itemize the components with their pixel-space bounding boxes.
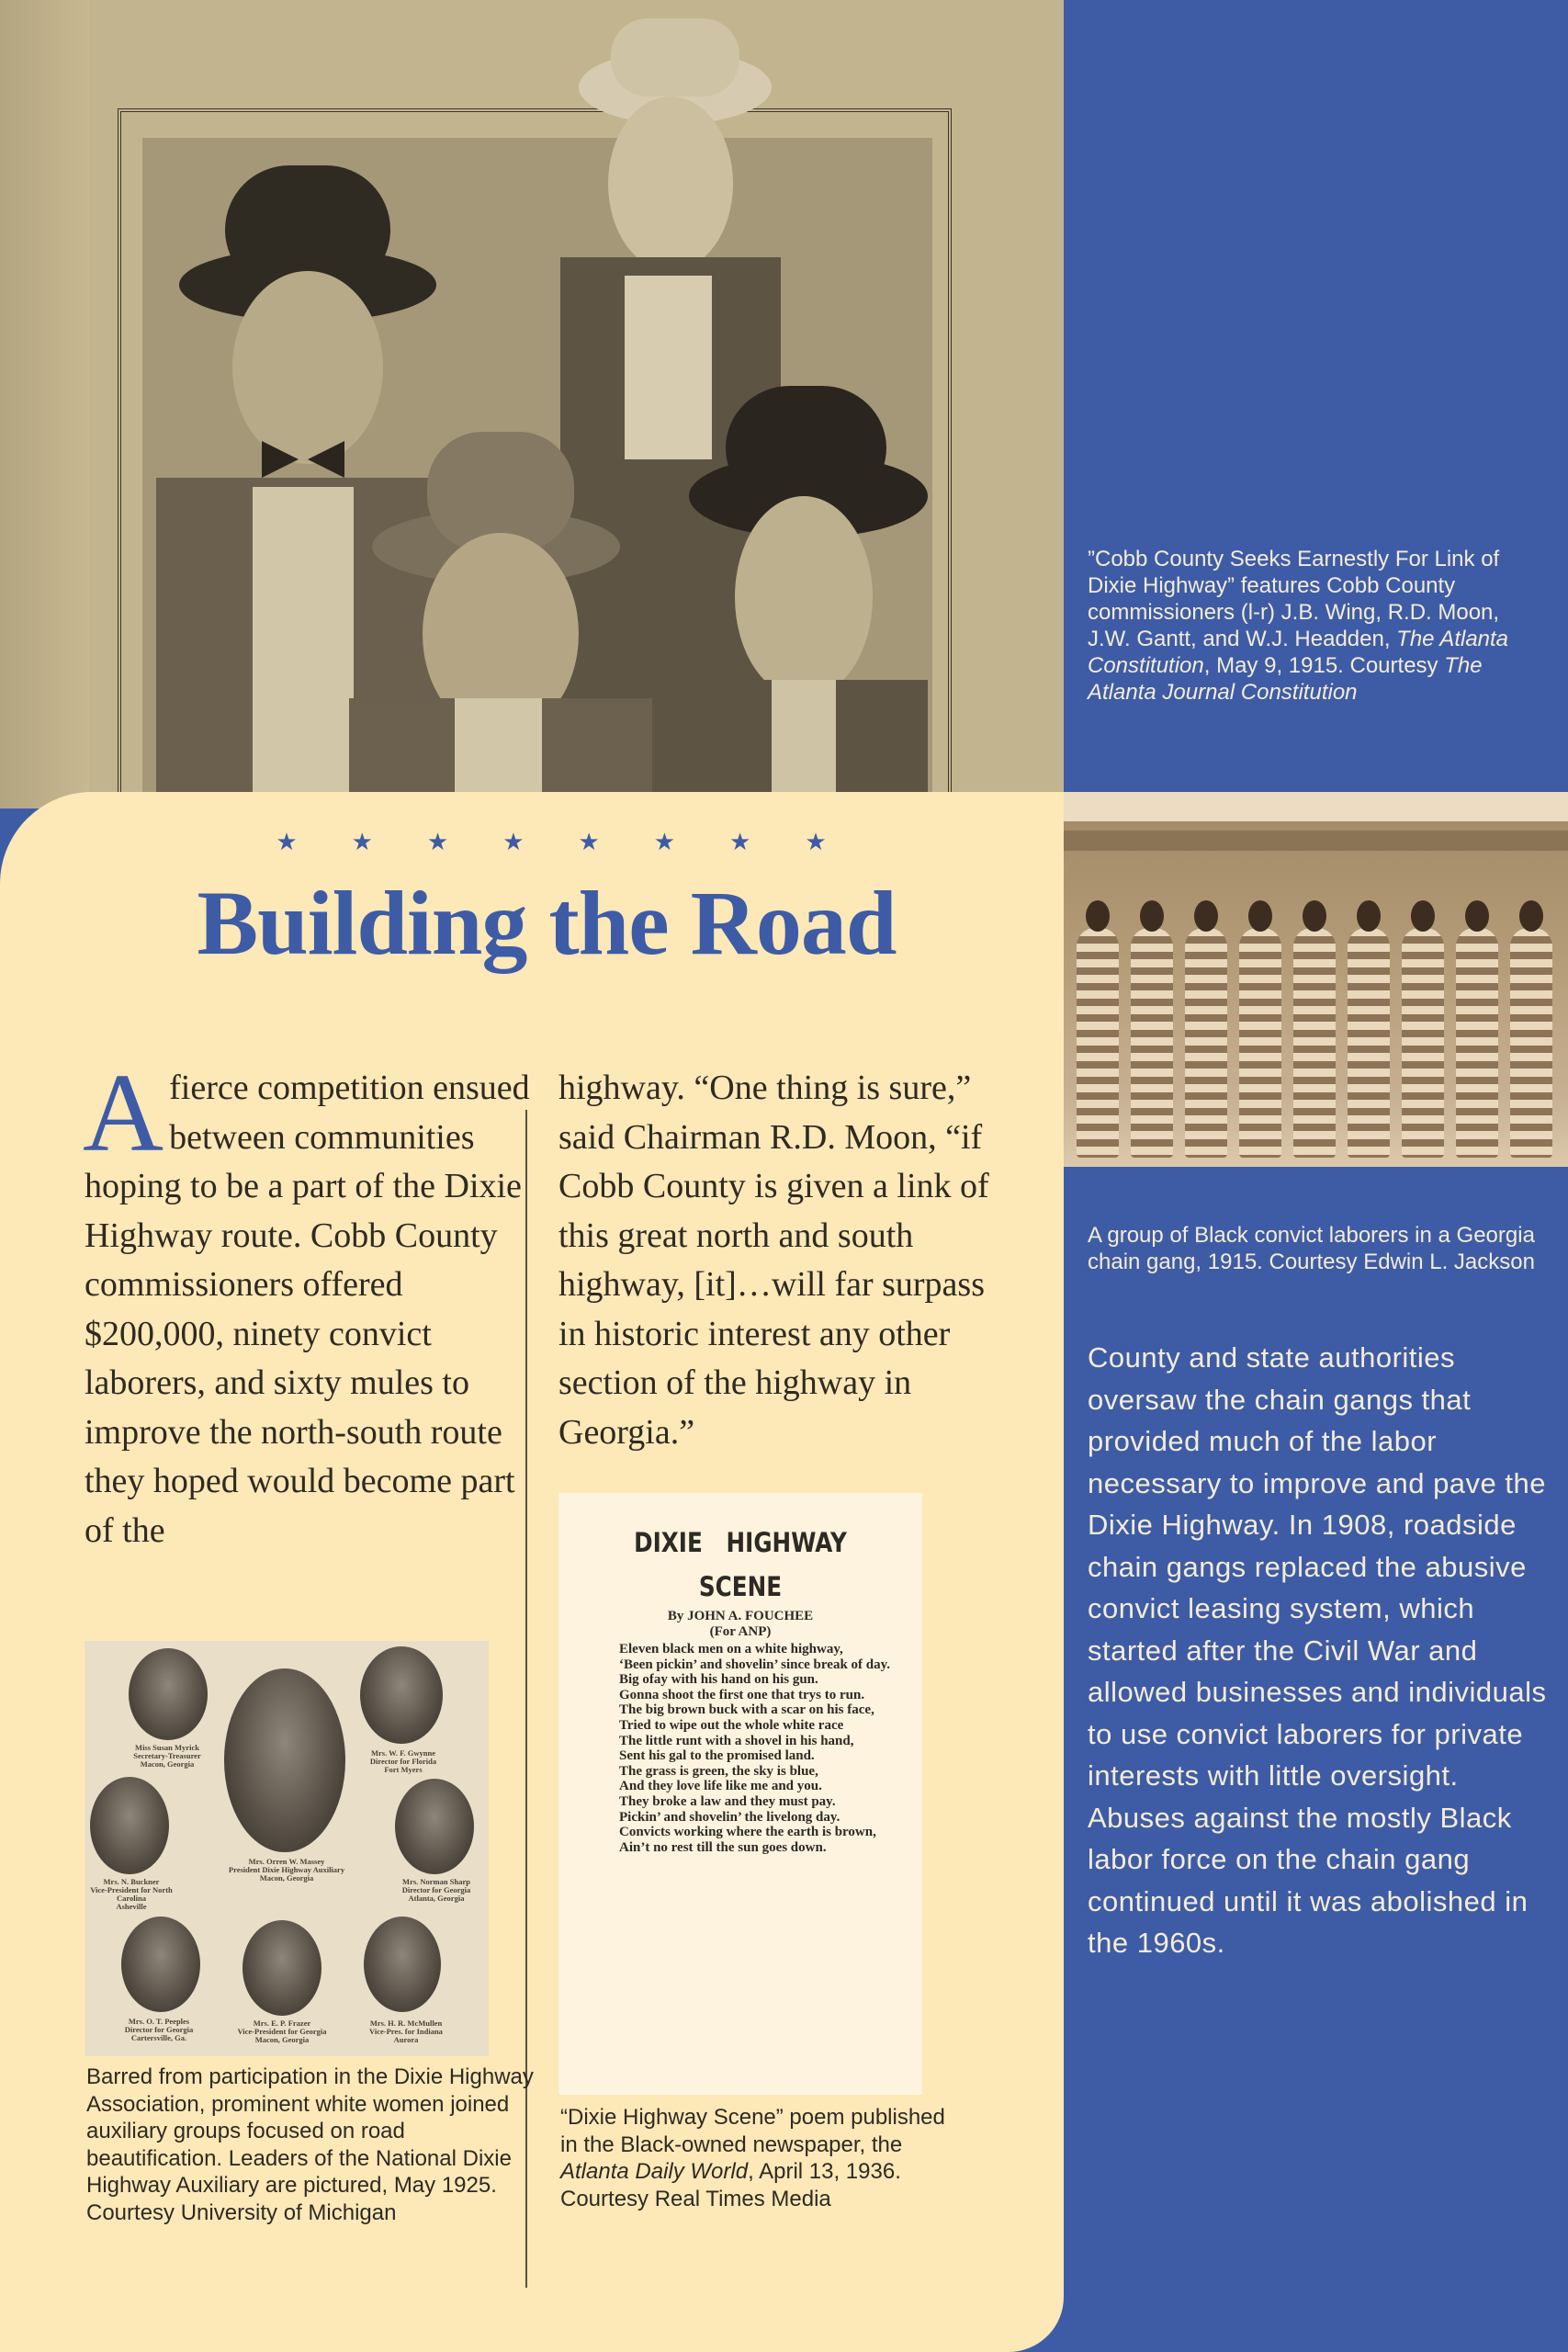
star-icon: ★	[805, 829, 827, 856]
portrait-name: Mrs. O. T. Peeples	[128, 2017, 190, 2026]
auxiliary-caption: Barred from participation in the Dixie Highway Association, prominent white women joined auxiliary groups focused on road beautification. Leaders of the National Dixie Highway Auxiliary are pictured, May 1925. Courtesy University of Michigan	[86, 2064, 534, 2225]
intro-column-1	[83, 1051, 535, 1555]
poem-byline	[558, 1609, 922, 1640]
convict-head	[1248, 900, 1272, 932]
poem-line: ‘Been pickin’ and shovelin’ since break of day.	[619, 1657, 891, 1672]
poem-caption	[560, 2104, 946, 2212]
poem-author: By JOHN A. FOUCHEE	[667, 1609, 814, 1623]
convict-figure	[1185, 928, 1227, 1158]
convict-figure	[1239, 928, 1281, 1158]
portrait-oval	[90, 1777, 169, 1874]
portrait-label	[344, 1749, 463, 1774]
convict-figure	[1402, 928, 1444, 1158]
courtesy-source: The Atlanta Journal Constitution	[1088, 653, 1483, 705]
portrait-role: Vice-President for North Carolina	[90, 1885, 173, 1903]
commissioners-caption	[1088, 546, 1547, 706]
caption-text: “Dixie Highway Scene” poem published in the Black-owned newspaper, the	[560, 2105, 945, 2157]
portrait-name: Mrs. Norman Sharp	[402, 1877, 470, 1886]
poem-line: The little runt with a shovel in his hand,	[619, 1733, 854, 1748]
star-icon: ★	[729, 829, 751, 856]
poem-clipping	[558, 1493, 922, 2095]
convict-figure	[1077, 928, 1119, 1158]
chain-gang-caption: A group of Black convict laborers in a Georgia chain gang, 1915. Courtesy Edwin L. Jackson	[1088, 1223, 1535, 1274]
convict-head	[1086, 900, 1110, 932]
poem-line: Tried to wipe out the whole white race	[619, 1717, 844, 1733]
portrait-role: Vice-Pres. for Indiana	[369, 2027, 443, 2036]
convict-head	[1194, 900, 1218, 932]
blue-sidebar	[1064, 0, 1568, 2352]
portrait-oval	[395, 1779, 474, 1874]
portrait-place: Macon, Georgia	[140, 1759, 195, 1769]
convict-figure	[1510, 928, 1552, 1158]
portrait-role: Vice-President for Georgia	[237, 2027, 327, 2036]
convict-head	[1357, 900, 1381, 932]
poem-body	[619, 1642, 895, 1855]
porch-roof	[1064, 831, 1568, 851]
caption-text: ”Cobb County Seeks Earnestly For Link of Dixie Highway” features Cobb County commissioners (l-r) J.B. Wing, R.D. Moon, J.W. Gantt, and W.J. Headden,	[1088, 547, 1500, 651]
commissioners-photo	[0, 0, 1064, 808]
portrait-name: Mrs. E. P. Frazer	[253, 2018, 311, 2028]
intro-text-1: fierce competition ensued between communities hoping to be a part of the Dixie Highway route. Cobb County commissioners offered $200,000, ninety convict laborers, and sixty mules to improve the north-south route they hoped would become part of the	[85, 1069, 530, 1550]
convict-head	[1303, 900, 1326, 932]
portrait-label	[351, 2019, 461, 2044]
star-icon: ★	[351, 829, 373, 856]
portrait-label	[377, 1878, 496, 1903]
poem-line: Gonna shoot the first one that trys to run.	[619, 1687, 865, 1702]
portrait-oval	[224, 1668, 345, 1852]
caption-text: , May 9, 1915. Courtesy	[1203, 653, 1445, 678]
portrait-oval	[129, 1648, 208, 1740]
poem-line: Big ofay with his hand on his gun.	[619, 1672, 818, 1688]
star-icon: ★	[653, 829, 676, 856]
star-icon: ★	[578, 829, 600, 856]
portrait-place: Aurora	[393, 2035, 419, 2044]
poem-title-line-1: DIXIE HIGHWAY	[634, 1527, 847, 1558]
star-icon: ★	[276, 829, 298, 856]
portrait-label	[222, 2019, 342, 2044]
star-icon: ★	[502, 829, 525, 856]
newspaper-name: Atlanta Daily World	[560, 2159, 749, 2184]
portrait-name: Mrs. H. R. McMullen	[369, 2018, 443, 2028]
portrait-place: Fort Myers	[384, 1765, 423, 1774]
portrait-place: Cartersville, Ga.	[130, 2033, 187, 2042]
portrait-oval	[360, 1646, 443, 1744]
intro-column-2	[558, 1064, 1009, 1457]
poem-line: Sent his gal to the promised land.	[619, 1748, 815, 1764]
portrait-role: President Dixie Highway Auxiliary	[228, 1865, 345, 1874]
portrait-role: Director for Georgia	[124, 2025, 194, 2034]
star-icon: ★	[426, 829, 449, 856]
convict-figure	[1348, 928, 1390, 1158]
poem-line: The grass is green, the sky is blue,	[619, 1763, 818, 1779]
poem-line: Eleven black men on a white highway,	[619, 1642, 843, 1657]
portrait-oval	[364, 1917, 441, 2012]
poem-line: Pickin’ and shovelin’ the livelong day.	[619, 1809, 840, 1825]
portrait-oval	[243, 1920, 321, 2016]
convict-figure	[1131, 928, 1173, 1158]
convict-figure	[1293, 928, 1336, 1158]
commissioners-illustration	[0, 0, 1064, 808]
portrait-place: Macon, Georgia	[259, 1873, 314, 1883]
poem-source: (For ANP)	[709, 1624, 772, 1639]
convict-head	[1411, 900, 1435, 932]
portrait-label	[81, 1878, 182, 1911]
portrait-label	[103, 1744, 231, 1769]
page-title: Building the Road	[197, 872, 897, 974]
poem-line: The big brown buck with a scar on his face,	[619, 1702, 874, 1718]
poem-title	[586, 1521, 896, 1609]
portrait-role: Director for Florida	[369, 1757, 437, 1766]
portrait-role: Director for Georgia	[401, 1885, 471, 1894]
portrait-name: Miss Susan Myrick	[135, 1743, 199, 1752]
chain-gang-text: County and state authorities oversaw the chain gangs that provided much of the labor necessary to improve and pave the Dixie Highway. In 1908, roadside chain gangs replaced the abusive convict leasing system, which started after the Civil War and allowed businesses and individuals to use convict laborers for private interests with little oversight. Abuses against the mostly Black labor force on the chain gang continued until it was abolished in the 1960s.	[1088, 1341, 1547, 1959]
poem-title-line-2: SCENE	[698, 1571, 783, 1602]
convict-head	[1465, 900, 1489, 932]
auxiliary-leaders-photo	[85, 1641, 489, 2056]
caption-text: , April 13, 1936. Courtesy Real Times Media	[560, 2159, 901, 2211]
poem-line: They broke a law and they must pay.	[619, 1793, 836, 1809]
portrait-place: Asheville	[116, 1902, 147, 1911]
publication-title: The Atlanta Constitution	[1088, 627, 1509, 678]
portrait-name: Mrs. N. Buckner	[103, 1877, 160, 1886]
portrait-place: Macon, Georgia	[254, 2035, 310, 2044]
portrait-name: Mrs. W. F. Gwynne	[370, 1748, 436, 1758]
poem-line: And they love life like me and you.	[619, 1779, 822, 1794]
portrait-role: Secretary-Treasurer	[133, 1751, 201, 1760]
poem-line: Convicts working where the earth is brown,	[619, 1825, 876, 1840]
portrait-oval	[121, 1917, 200, 2012]
drop-cap: A	[83, 1051, 164, 1175]
portrait-name: Mrs. Orren W. Massey	[248, 1857, 325, 1866]
star-row	[276, 831, 827, 868]
intro-text-2: highway. “One thing is sure,” said Chairman R.D. Moon, “if Cobb County is given a link of this great north and south highway, [it]…will far surpass in historic interest any other section of the highway in Georgia.”	[558, 1069, 989, 1452]
chain-gang-photo	[1064, 792, 1568, 1167]
convict-head	[1519, 900, 1543, 932]
portrait-place: Atlanta, Georgia	[408, 1894, 465, 1903]
portrait-label	[213, 1858, 360, 1883]
convict-figure	[1456, 928, 1498, 1158]
poem-line: Ain’t no rest till the sun goes down.	[619, 1839, 827, 1855]
convict-head	[1140, 900, 1164, 932]
portrait-label	[99, 2018, 219, 2042]
